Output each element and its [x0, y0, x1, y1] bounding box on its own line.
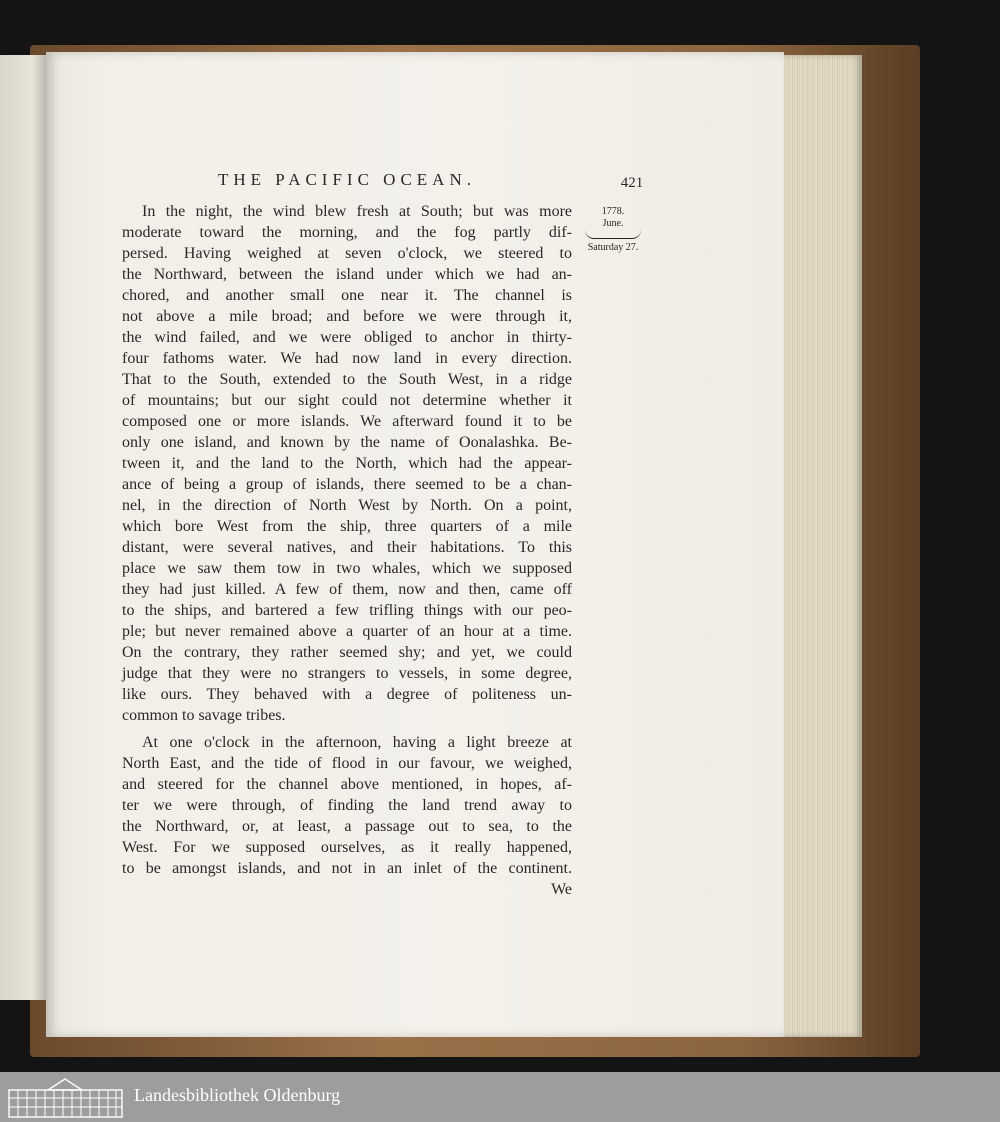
- body-text: [122, 201, 572, 900]
- text-line: distant, were several natives, and their habitations. To this: [122, 539, 572, 556]
- text-line: four fathoms water. We had now land in every direction.: [122, 350, 572, 367]
- text-line: judge that they were no strangers to vessels, in some degree,: [122, 665, 572, 682]
- margin-note-year: 1778.: [601, 206, 625, 217]
- text-line: ance of being a group of islands, there seemed to be a chan-: [122, 476, 572, 493]
- text-line: In the night, the wind blew fresh at South; but was more: [142, 203, 572, 220]
- library-building-logo: [8, 1076, 123, 1118]
- page-edges: [778, 55, 862, 1037]
- text-line: like ours. They behaved with a degree of politeness un-: [122, 686, 572, 703]
- text-line: chored, and another small one near it. The channel is: [122, 287, 572, 304]
- text-line: place we saw them tow in two whales, which we supposed: [122, 560, 572, 577]
- text-line: tween it, and the land to the North, which had the appear-: [122, 455, 572, 472]
- text-line: At one o'clock in the afternoon, having a light breeze at: [142, 734, 572, 751]
- catchword: We: [551, 881, 572, 898]
- text-line: nel, in the direction of North West by North. On a point,: [122, 497, 572, 514]
- text-line: North East, and the tide of flood in our favour, we weighed,: [122, 755, 572, 772]
- text-line: to the ships, and bartered a few trifling things with our peo-: [122, 602, 572, 619]
- text-line: moderate toward the morning, and the fog partly dif-: [122, 224, 572, 241]
- text-line: composed one or more islands. We afterward found it to be: [122, 413, 572, 430]
- text-line: common to savage tribes.: [122, 707, 286, 724]
- margin-note-day: Saturday 27.: [587, 242, 639, 253]
- text-line: and steered for the channel above mentioned, in hopes, af-: [122, 776, 572, 793]
- text-line: the Northward, between the island under which we had an-: [122, 266, 572, 283]
- text-line: ple; but never remained above a quarter of an hour at a time.: [122, 623, 572, 640]
- brace-icon: [585, 230, 641, 239]
- running-head: THE PACIFIC OCEAN.: [218, 170, 476, 189]
- text-line: only one island, and known by the name of Oonalashka. Be-: [122, 434, 572, 451]
- text-line: the wind failed, and we were obliged to anchor in thirty-: [122, 329, 572, 346]
- text-line: to be amongst islands, and not in an inlet of the continent.: [122, 860, 572, 877]
- library-name: Landesbibliothek Oldenburg: [134, 1085, 341, 1105]
- page-number: 421: [620, 175, 644, 191]
- margin-note-month: June.: [602, 218, 624, 229]
- text-line: the Northward, or, at least, a passage out to sea, to the: [122, 818, 572, 835]
- text-line: ter we were through, of finding the land trend away to: [122, 797, 572, 814]
- text-line: On the contrary, they rather seemed shy; and yet, we could: [122, 644, 572, 661]
- text-line: That to the South, extended to the South West, in a ridge: [122, 371, 572, 388]
- library-footer: [0, 1072, 1000, 1122]
- text-line: they had just killed. A few of them, now and then, came off: [122, 581, 572, 598]
- margin-note: [578, 206, 648, 254]
- text-line: West. For we supposed ourselves, as it really happened,: [122, 839, 572, 856]
- text-line: not above a mile broad; and before we were through it,: [122, 308, 572, 325]
- text-line: persed. Having weighed at seven o'clock, we steered to: [122, 245, 572, 262]
- left-page-edge: [0, 55, 46, 1000]
- text-line: of mountains; but our sight could not determine whether it: [122, 392, 572, 409]
- text-line: which bore West from the ship, three quarters of a mile: [122, 518, 572, 535]
